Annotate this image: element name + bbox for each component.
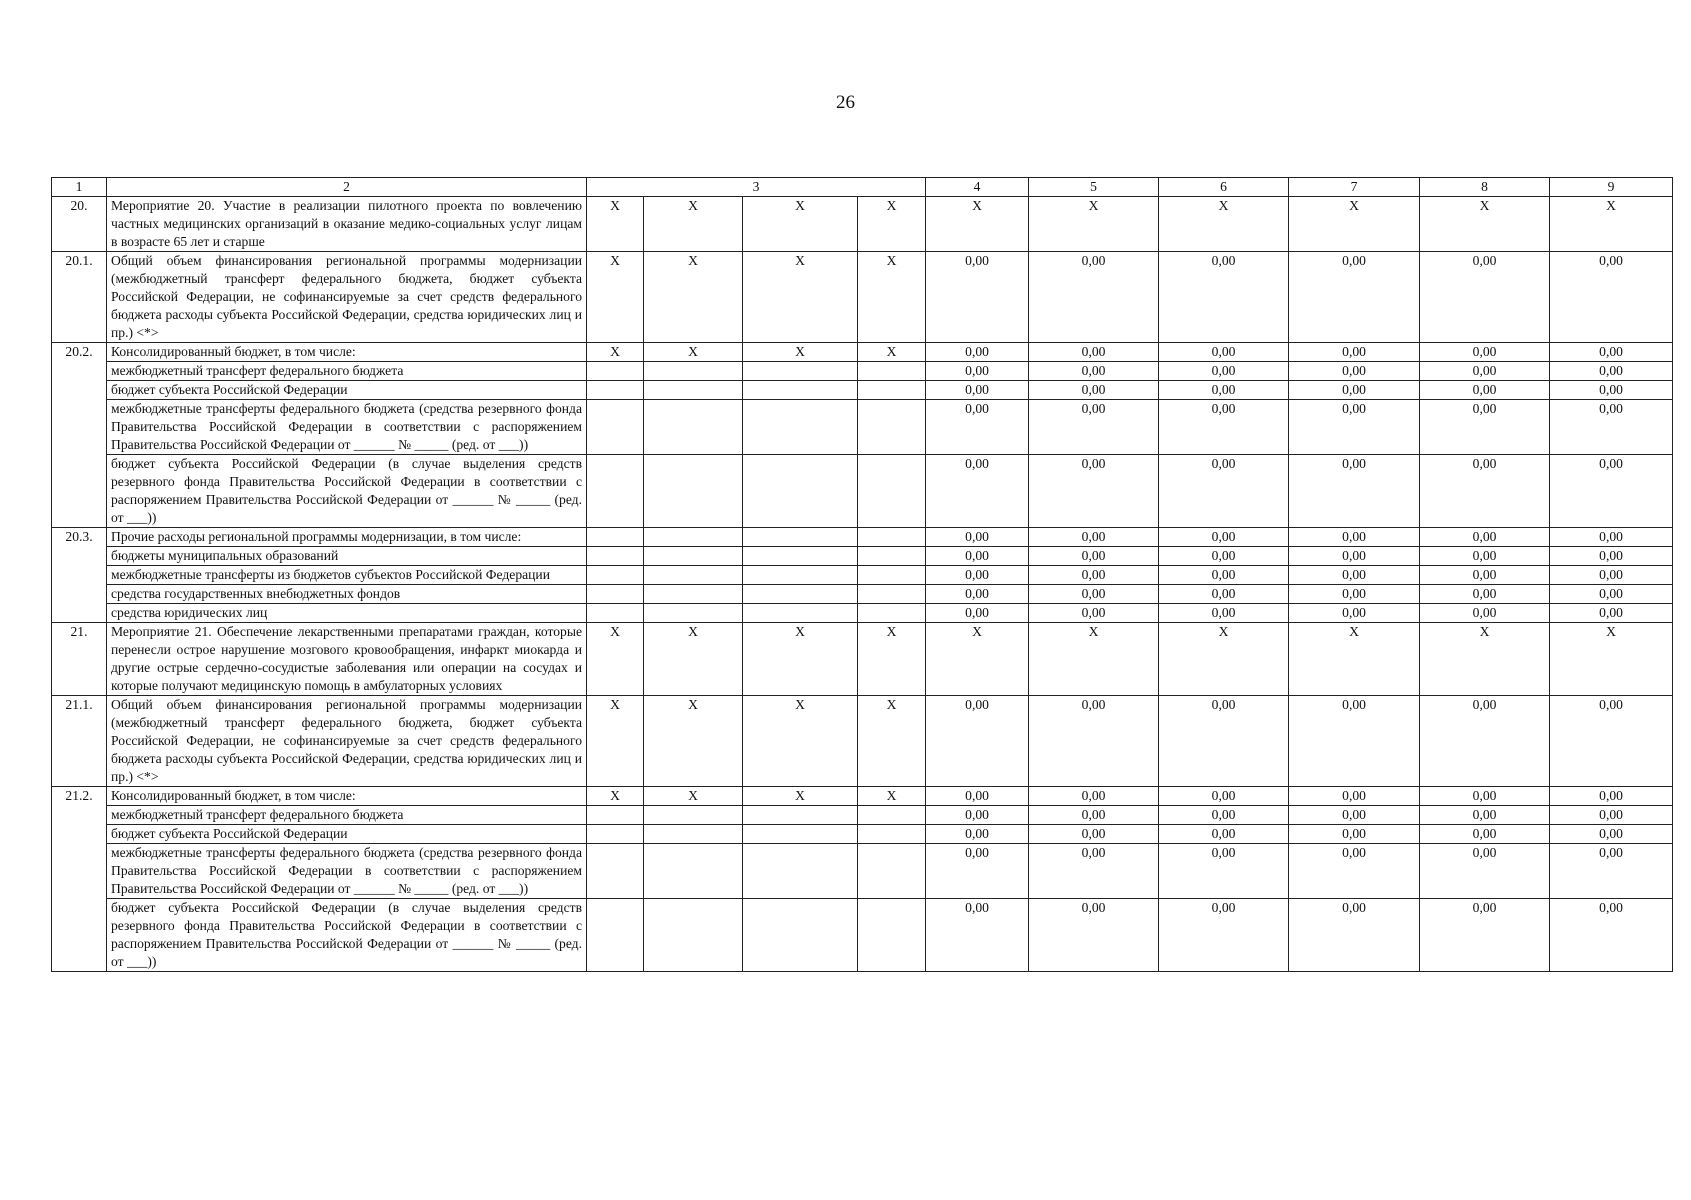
- col3-cell: X: [858, 343, 926, 362]
- value-cell: 0,00: [1550, 585, 1673, 604]
- value-cell: 0,00: [1420, 381, 1550, 400]
- value-cell: 0,00: [1550, 455, 1673, 528]
- value-cell: 0,00: [1289, 528, 1420, 547]
- col3-cell: X: [587, 696, 644, 787]
- col3-cell: X: [587, 197, 644, 252]
- value-cell: 0,00: [1029, 899, 1159, 972]
- col3-cell: [644, 362, 743, 381]
- col3-cell: [858, 844, 926, 899]
- col3-cell: [743, 400, 858, 455]
- value-cell: 0,00: [926, 400, 1029, 455]
- value-cell: 0,00: [1029, 362, 1159, 381]
- col3-cell: X: [743, 696, 858, 787]
- value-cell: 0,00: [1420, 825, 1550, 844]
- col3-cell: X: [644, 252, 743, 343]
- col3-cell: X: [644, 696, 743, 787]
- row-description: Мероприятие 21. Обеспечение лекарственными препаратами граждан, которые перенесли острое нарушение мозгового кровообращения, инфаркт миокарда и другие острые сердечно-сосудистые заболевания или операции на сосудах и которые получают медицинскую помощь в амбулаторных условиях: [107, 623, 587, 696]
- value-cell: 0,00: [926, 787, 1029, 806]
- value-cell: 0,00: [1029, 585, 1159, 604]
- value-cell: 0,00: [1289, 381, 1420, 400]
- value-cell: 0,00: [1420, 400, 1550, 455]
- table-row: [52, 400, 1673, 455]
- col3-cell: [858, 381, 926, 400]
- value-cell: 0,00: [1550, 787, 1673, 806]
- col3-cell: X: [587, 787, 644, 806]
- value-cell: 0,00: [1420, 252, 1550, 343]
- col3-cell: [644, 585, 743, 604]
- col3-cell: [587, 566, 644, 585]
- row-description: бюджет субъекта Российской Федерации: [107, 381, 587, 400]
- value-cell: 0,00: [1550, 566, 1673, 585]
- row-number: 21.2.: [52, 787, 107, 972]
- value-cell: 0,00: [1159, 604, 1289, 623]
- value-cell: 0,00: [1420, 787, 1550, 806]
- col3-cell: [644, 455, 743, 528]
- value-cell: 0,00: [1159, 362, 1289, 381]
- value-cell: 0,00: [1420, 806, 1550, 825]
- col3-cell: X: [743, 252, 858, 343]
- col3-cell: [743, 566, 858, 585]
- value-cell: 0,00: [1159, 844, 1289, 899]
- value-cell: 0,00: [1159, 585, 1289, 604]
- value-cell: 0,00: [1550, 381, 1673, 400]
- value-cell: 0,00: [1029, 787, 1159, 806]
- value-cell: X: [1159, 197, 1289, 252]
- value-cell: X: [1289, 623, 1420, 696]
- col3-cell: [644, 528, 743, 547]
- value-cell: 0,00: [1029, 547, 1159, 566]
- col3-cell: X: [644, 623, 743, 696]
- row-description: бюджеты муниципальных образований: [107, 547, 587, 566]
- value-cell: 0,00: [1159, 696, 1289, 787]
- value-cell: 0,00: [1289, 566, 1420, 585]
- value-cell: 0,00: [1289, 547, 1420, 566]
- value-cell: 0,00: [1550, 604, 1673, 623]
- col3-cell: [743, 585, 858, 604]
- value-cell: 0,00: [1420, 566, 1550, 585]
- table-row: [52, 899, 1673, 972]
- budget-table: [51, 177, 1673, 972]
- col3-cell: [743, 604, 858, 623]
- value-cell: 0,00: [1029, 844, 1159, 899]
- value-cell: 0,00: [926, 566, 1029, 585]
- col3-cell: X: [587, 623, 644, 696]
- col3-cell: [587, 362, 644, 381]
- value-cell: 0,00: [1159, 252, 1289, 343]
- value-cell: 0,00: [1550, 696, 1673, 787]
- row-number: 20.3.: [52, 528, 107, 623]
- table-row: [52, 381, 1673, 400]
- value-cell: 0,00: [926, 825, 1029, 844]
- value-cell: 0,00: [1289, 252, 1420, 343]
- col3-cell: [743, 362, 858, 381]
- value-cell: 0,00: [1420, 343, 1550, 362]
- col3-cell: [644, 547, 743, 566]
- value-cell: 0,00: [1289, 696, 1420, 787]
- value-cell: X: [926, 623, 1029, 696]
- value-cell: 0,00: [1029, 381, 1159, 400]
- row-description: Мероприятие 20. Участие в реализации пилотного проекта по вовлечению частных медицинских организаций в оказание медико-социальных услуг лицам в возрасте 65 лет и старше: [107, 197, 587, 252]
- value-cell: 0,00: [1420, 899, 1550, 972]
- value-cell: 0,00: [1420, 362, 1550, 381]
- value-cell: X: [1029, 197, 1159, 252]
- value-cell: 0,00: [1029, 528, 1159, 547]
- header-cell: 2: [107, 178, 587, 197]
- col3-cell: X: [858, 623, 926, 696]
- col3-cell: X: [644, 787, 743, 806]
- value-cell: 0,00: [1289, 787, 1420, 806]
- row-description: средства государственных внебюджетных фондов: [107, 585, 587, 604]
- table-row: [52, 585, 1673, 604]
- value-cell: 0,00: [926, 252, 1029, 343]
- col3-cell: [644, 806, 743, 825]
- value-cell: 0,00: [1029, 343, 1159, 362]
- value-cell: 0,00: [1420, 696, 1550, 787]
- col3-cell: X: [743, 197, 858, 252]
- table-row: [52, 825, 1673, 844]
- header-cell: 7: [1289, 178, 1420, 197]
- col3-cell: [587, 585, 644, 604]
- value-cell: 0,00: [926, 899, 1029, 972]
- row-description: Консолидированный бюджет, в том числе:: [107, 343, 587, 362]
- col3-cell: [587, 899, 644, 972]
- value-cell: 0,00: [1289, 604, 1420, 623]
- value-cell: 0,00: [1029, 806, 1159, 825]
- col3-cell: X: [858, 197, 926, 252]
- col3-cell: X: [644, 197, 743, 252]
- col3-cell: [858, 585, 926, 604]
- table-row: [52, 197, 1673, 252]
- header-cell: 9: [1550, 178, 1673, 197]
- col3-cell: [644, 400, 743, 455]
- value-cell: X: [1420, 623, 1550, 696]
- col3-cell: [644, 566, 743, 585]
- col3-cell: [587, 381, 644, 400]
- value-cell: 0,00: [926, 362, 1029, 381]
- col3-cell: [858, 825, 926, 844]
- value-cell: 0,00: [1029, 825, 1159, 844]
- col3-cell: [743, 806, 858, 825]
- table-row: [52, 787, 1673, 806]
- value-cell: 0,00: [1550, 362, 1673, 381]
- value-cell: 0,00: [926, 696, 1029, 787]
- value-cell: 0,00: [1289, 400, 1420, 455]
- value-cell: 0,00: [1159, 400, 1289, 455]
- row-description: бюджет субъекта Российской Федерации: [107, 825, 587, 844]
- value-cell: 0,00: [926, 585, 1029, 604]
- value-cell: 0,00: [1159, 787, 1289, 806]
- value-cell: 0,00: [926, 547, 1029, 566]
- value-cell: X: [926, 197, 1029, 252]
- col3-cell: X: [858, 787, 926, 806]
- value-cell: 0,00: [1289, 455, 1420, 528]
- col3-cell: X: [858, 696, 926, 787]
- col3-cell: X: [644, 343, 743, 362]
- col3-cell: X: [743, 343, 858, 362]
- value-cell: X: [1420, 197, 1550, 252]
- col3-cell: [644, 604, 743, 623]
- value-cell: 0,00: [1029, 455, 1159, 528]
- col3-cell: [743, 899, 858, 972]
- value-cell: X: [1159, 623, 1289, 696]
- table-row: [52, 528, 1673, 547]
- col3-cell: [858, 528, 926, 547]
- row-description: средства юридических лиц: [107, 604, 587, 623]
- value-cell: 0,00: [1029, 566, 1159, 585]
- value-cell: 0,00: [1029, 604, 1159, 623]
- col3-cell: [858, 400, 926, 455]
- col3-cell: [587, 400, 644, 455]
- row-description: межбюджетный трансферт федерального бюджета: [107, 362, 587, 381]
- value-cell: 0,00: [1420, 547, 1550, 566]
- value-cell: 0,00: [1550, 899, 1673, 972]
- col3-cell: [743, 547, 858, 566]
- header-cell: 1: [52, 178, 107, 197]
- value-cell: 0,00: [1420, 604, 1550, 623]
- col3-cell: [587, 806, 644, 825]
- header-cell: 4: [926, 178, 1029, 197]
- table-row: [52, 547, 1673, 566]
- col3-cell: [644, 899, 743, 972]
- value-cell: 0,00: [1159, 806, 1289, 825]
- header-cell: 6: [1159, 178, 1289, 197]
- value-cell: 0,00: [1289, 899, 1420, 972]
- value-cell: 0,00: [1289, 343, 1420, 362]
- col3-cell: [858, 362, 926, 381]
- row-description: бюджет субъекта Российской Федерации (в случае выделения средств резервного фонда Правительства Российской Федерации в соответствии с распоряжением Правительства Российской Федерации от ______ № _____ (ред. от ___)): [107, 899, 587, 972]
- row-description: межбюджетные трансферты федерального бюджета (средства резервного фонда Правительства Российской Федерации в соответствии с распоряжением Правительства Российской Федерации от ______ № _____ (ред. от ___)): [107, 400, 587, 455]
- table-row: [52, 252, 1673, 343]
- value-cell: 0,00: [1159, 566, 1289, 585]
- col3-cell: [858, 547, 926, 566]
- value-cell: 0,00: [1420, 455, 1550, 528]
- header-cell: 8: [1420, 178, 1550, 197]
- value-cell: 0,00: [926, 343, 1029, 362]
- value-cell: 0,00: [1550, 825, 1673, 844]
- col3-cell: [587, 604, 644, 623]
- value-cell: 0,00: [1420, 844, 1550, 899]
- row-description: межбюджетные трансферты из бюджетов субъектов Российской Федерации: [107, 566, 587, 585]
- col3-cell: [743, 381, 858, 400]
- value-cell: 0,00: [1550, 528, 1673, 547]
- table-row: [52, 806, 1673, 825]
- table-row: [52, 844, 1673, 899]
- value-cell: X: [1550, 623, 1673, 696]
- value-cell: 0,00: [1159, 343, 1289, 362]
- value-cell: 0,00: [926, 381, 1029, 400]
- row-description: бюджет субъекта Российской Федерации (в случае выделения средств резервного фонда Правительства Российской Федерации в соответствии с распоряжением Правительства Российской Федерации от ______ № _____ (ред. от ___)): [107, 455, 587, 528]
- value-cell: 0,00: [926, 528, 1029, 547]
- value-cell: 0,00: [926, 604, 1029, 623]
- value-cell: 0,00: [1550, 343, 1673, 362]
- col3-cell: [644, 844, 743, 899]
- row-number: 20.2.: [52, 343, 107, 528]
- col3-cell: X: [587, 252, 644, 343]
- col3-cell: [858, 566, 926, 585]
- col3-cell: [743, 455, 858, 528]
- value-cell: 0,00: [1550, 400, 1673, 455]
- col3-cell: [858, 604, 926, 623]
- value-cell: 0,00: [1289, 362, 1420, 381]
- value-cell: 0,00: [1420, 528, 1550, 547]
- value-cell: 0,00: [926, 844, 1029, 899]
- col3-cell: [587, 844, 644, 899]
- value-cell: 0,00: [1159, 455, 1289, 528]
- value-cell: 0,00: [1029, 400, 1159, 455]
- col3-cell: X: [587, 343, 644, 362]
- value-cell: 0,00: [1420, 585, 1550, 604]
- col3-cell: [743, 844, 858, 899]
- value-cell: 0,00: [1159, 381, 1289, 400]
- header-cell: 5: [1029, 178, 1159, 197]
- table-row: [52, 623, 1673, 696]
- value-cell: X: [1550, 197, 1673, 252]
- table-row: [52, 362, 1673, 381]
- table-row: [52, 455, 1673, 528]
- row-description: Прочие расходы региональной программы модернизации, в том числе:: [107, 528, 587, 547]
- row-description: Общий объем финансирования региональной программы модернизации (межбюджетный трансферт федерального бюджета, бюджет субъекта Российской Федерации, не софинансируемые за счет средств федерального бюджета расходы субъекта Российской Федерации, средства юридических лиц и пр.) <*>: [107, 252, 587, 343]
- row-description: Консолидированный бюджет, в том числе:: [107, 787, 587, 806]
- row-number: 20.: [52, 197, 107, 252]
- value-cell: X: [1289, 197, 1420, 252]
- value-cell: 0,00: [926, 806, 1029, 825]
- col3-cell: [587, 455, 644, 528]
- value-cell: 0,00: [1159, 547, 1289, 566]
- table-row: [52, 343, 1673, 362]
- table-row: [52, 566, 1673, 585]
- col3-cell: [587, 825, 644, 844]
- value-cell: 0,00: [1289, 806, 1420, 825]
- page-number: 26: [836, 92, 855, 113]
- value-cell: 0,00: [1289, 585, 1420, 604]
- value-cell: 0,00: [1289, 825, 1420, 844]
- value-cell: 0,00: [1550, 806, 1673, 825]
- col3-cell: [858, 806, 926, 825]
- header-row: [52, 178, 1673, 197]
- value-cell: 0,00: [1159, 825, 1289, 844]
- row-number: 20.1.: [52, 252, 107, 343]
- row-description: Общий объем финансирования региональной программы модернизации (межбюджетный трансферт федерального бюджета, бюджет субъекта Российской Федерации, не софинансируемые за счет средств федерального бюджета расходы субъекта Российской Федерации, средства юридических лиц и пр.) <*>: [107, 696, 587, 787]
- col3-cell: [644, 825, 743, 844]
- row-number: 21.1.: [52, 696, 107, 787]
- col3-cell: [644, 381, 743, 400]
- header-cell: 3: [587, 178, 926, 197]
- value-cell: 0,00: [1550, 547, 1673, 566]
- value-cell: 0,00: [1289, 844, 1420, 899]
- col3-cell: [743, 825, 858, 844]
- col3-cell: [858, 899, 926, 972]
- value-cell: 0,00: [1550, 844, 1673, 899]
- col3-cell: [858, 455, 926, 528]
- col3-cell: X: [743, 623, 858, 696]
- value-cell: 0,00: [1029, 696, 1159, 787]
- row-description: межбюджетные трансферты федерального бюджета (средства резервного фонда Правительства Российской Федерации в соответствии с распоряжением Правительства Российской Федерации от ______ № _____ (ред. от ___)): [107, 844, 587, 899]
- col3-cell: X: [743, 787, 858, 806]
- col3-cell: [743, 528, 858, 547]
- value-cell: X: [1029, 623, 1159, 696]
- value-cell: 0,00: [1029, 252, 1159, 343]
- value-cell: 0,00: [926, 455, 1029, 528]
- value-cell: 0,00: [1159, 899, 1289, 972]
- col3-cell: [587, 528, 644, 547]
- col3-cell: X: [858, 252, 926, 343]
- table-row: [52, 696, 1673, 787]
- table-row: [52, 604, 1673, 623]
- row-description: межбюджетный трансферт федерального бюджета: [107, 806, 587, 825]
- value-cell: 0,00: [1550, 252, 1673, 343]
- value-cell: 0,00: [1159, 528, 1289, 547]
- row-number: 21.: [52, 623, 107, 696]
- col3-cell: [587, 547, 644, 566]
